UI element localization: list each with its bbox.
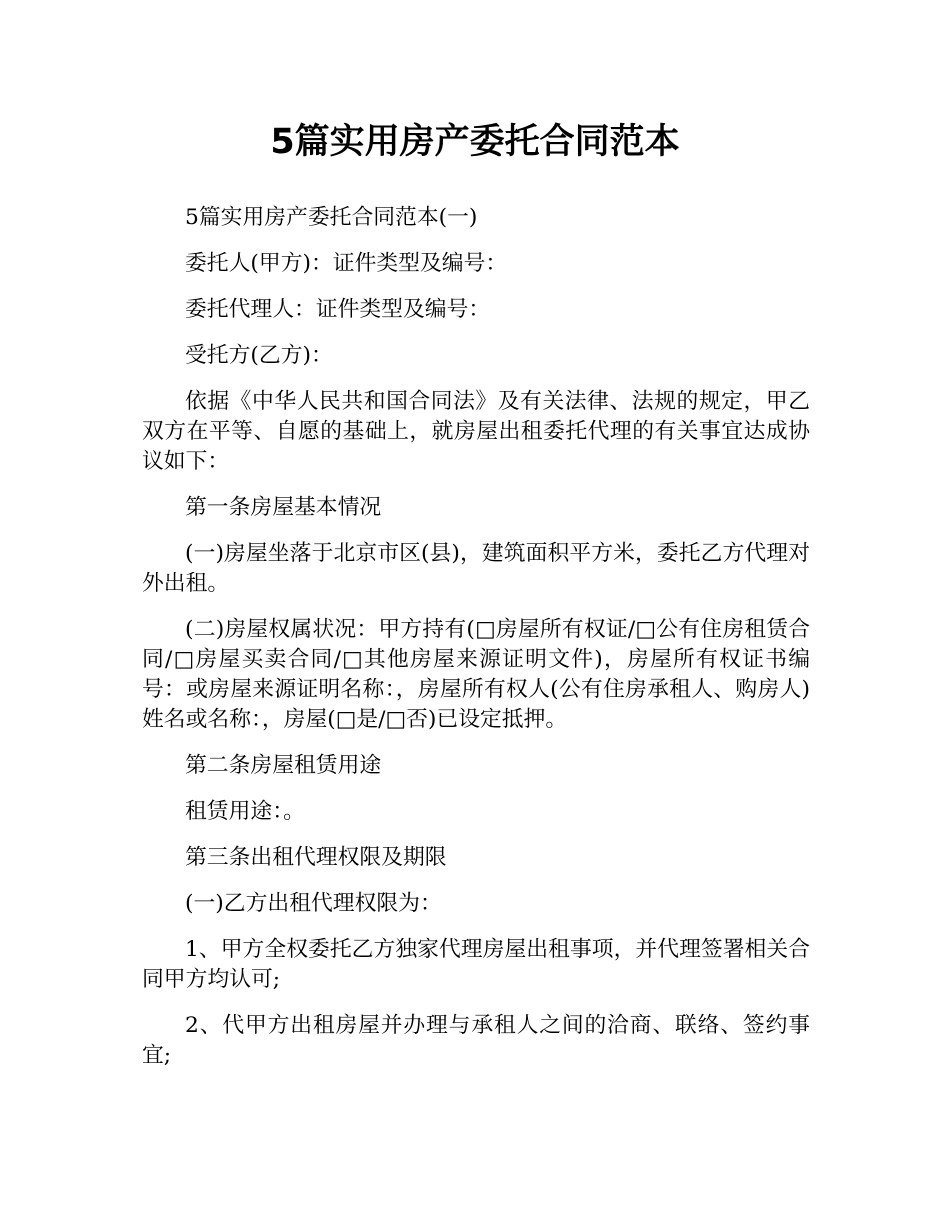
paragraph-trustee: 受托方(乙方)： xyxy=(185,343,333,368)
article-3-item-2: 2、代甲方出租房屋并办理与承租人之间的洽商、联络、签约事宜; xyxy=(142,1013,810,1068)
paragraph-principal: 委托人(甲方)：证件类型及编号： xyxy=(185,251,508,276)
article-2-heading: 第二条房屋租赁用途 xyxy=(185,753,382,778)
document-title: 5篇实用房产委托合同范本 xyxy=(270,122,680,162)
article-3-clause-1: (一)乙方出租代理权限为： xyxy=(185,891,442,916)
document-body xyxy=(142,203,810,1087)
paragraph-preamble: 依据《中华人民共和国合同法》及有关法律、法规的规定，甲乙双方在平等、自愿的基础上，就房屋出租委托代理的有关事宜达成协议如下： xyxy=(142,389,810,474)
paragraph-subtitle: 5篇实用房产委托合同范本(一) xyxy=(185,205,478,230)
article-2-usage: 租赁用途：。 xyxy=(185,799,305,824)
paragraph-agent: 委托代理人：证件类型及编号： xyxy=(185,297,491,322)
article-1-clause-2: (二)房屋权属状况：甲方持有(□房屋所有权证/□公有住房租赁合同/□房屋买卖合同/□其他房屋来源证明文件)，房屋所有权证书编号：或房屋来源证明名称：，房屋所有权人(公有住房承租人、购房人)姓名或名称：，房屋(□是/□否)已设定抵押。 xyxy=(142,617,811,732)
article-3-item-1: 1、甲方全权委托乙方独家代理房屋出租事项，并代理签署相关合同甲方均认可; xyxy=(142,937,810,992)
article-1-clause-1: (一)房屋坐落于北京市区(县)，建筑面积平方米，委托乙方代理对外出租。 xyxy=(142,541,810,596)
article-1-heading: 第一条房屋基本情况 xyxy=(185,495,382,520)
article-3-heading: 第三条出租代理权限及期限 xyxy=(185,845,447,870)
